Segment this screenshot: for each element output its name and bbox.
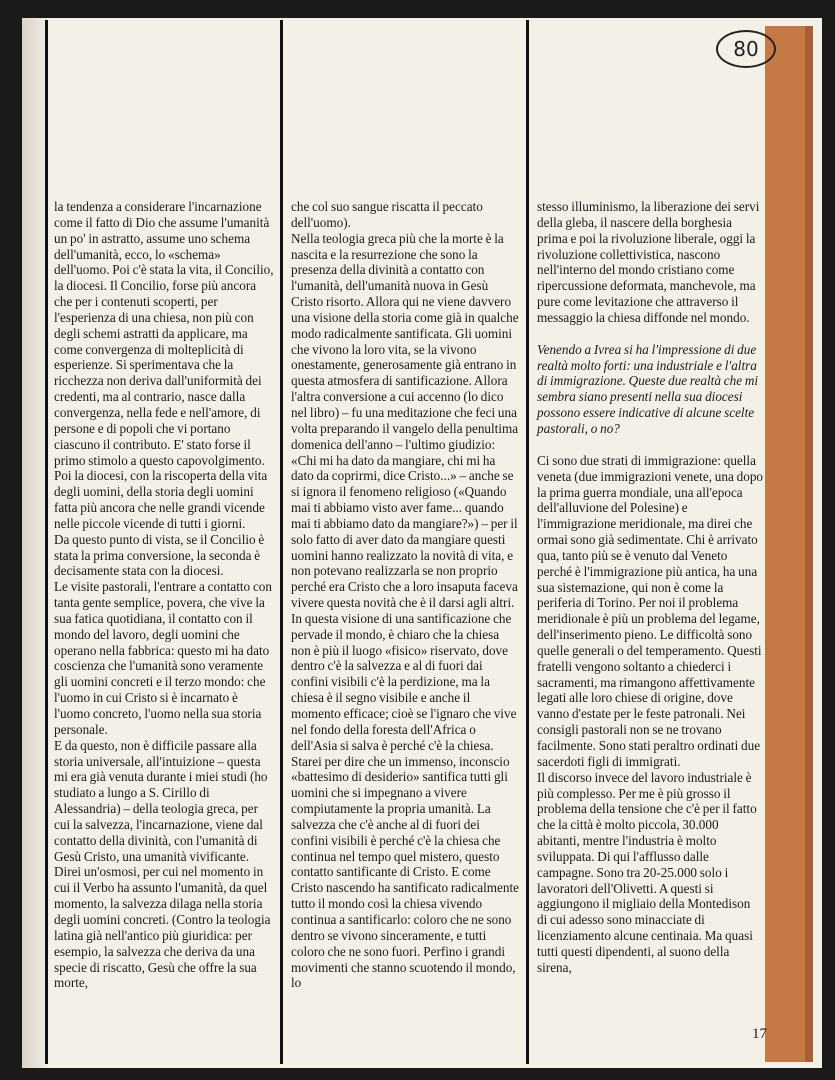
handwritten-page-number-text: 80 [733, 37, 759, 61]
paragraph: Da questo punto di vista, se il Concilio è stata la prima conversione, la seconda è decisamente stata con la diocesi. [54, 531, 265, 579]
interview-question: Venendo a Ivrea si ha l'impressione di due realtà molto forti: una industriale e l'altra di immigrazione. Queste due realtà che mi sembra siano presenti nella sua diocesi possono essere indicative di alcune scelte pastorali, o no? [537, 341, 759, 436]
text-column-3 [537, 199, 763, 976]
handwritten-page-number [716, 30, 776, 68]
column-rule-1 [280, 20, 283, 1064]
paragraph: stesso illuminismo, la liberazione dei servi della gleba, il nascere della borghesia prima e poi la rivoluzione liberale, oggi la rivoluzione collettivistica, nascono nell'interno del mondo cristiano come ripercussione deformata, manchevole, ma pure come levitazione che attraverso il messaggio la chiesa diffonde nel mondo. [537, 199, 760, 325]
text-column-2 [291, 199, 519, 991]
paragraph: Nella teologia greca più che la morte è la nascita e la resurrezione che sono la presenza della divinità a contatto con l'umanità, dell'umanità nuova in Gesù Cristo risorto. Allora qui ne viene davvero una visione della storia come già in qualche modo radicalmente santificata. Gli uomini che vivono la loro vita, se la vivono onestamente, generosamente già entrano in questa atmosfera di santificazione. Allora l'altra conversione a cui accenno (lo dico nel libro) – fu una meditazione che feci una volta preparando il vangelo della penultima domenica dell'anno – l'ultimo giudizio: «Chi mi ha dato da mangiare, chi mi ha dato da coprirmi, dice Cristo...» – anche se si ignora il fenomeno religioso («Quando mai ti abbiamo visto aver fame... quando mai ti abbiamo dato da mangiare?») – per il solo fatto di aver dato da mangiare questi uomini hanno realizzato la novità di vita, e non potevano realizzarla se non proprio perché era Cristo che a loro insaputa faceva vivere questa novità che è il darsi agli altri. In questa visione di una santificazione che pervade il mondo, è chiaro che la chiesa non è più il luogo «fisico» riservato, dove dentro c'è la salvezza e al di fuori dai confini visibili c'è la perdizione, ma la chiesa è il segno visibile e anche il momento efficace; cioè se l'ignaro che vive nel fondo della foresta dell'Africa o dell'Asia si salva è perché c'è la chiesa. Starei per dire che un immenso, inconscio «battesimo di desiderio» santifica tutti gli uomini che si impegnano a vivere compiutamente la propria umanità. La salvezza che c'è anche al di fuori dei confini visibili è perché c'è la chiesa che continua nel tempo quel mistero, questo contatto santificante di Cristo. E come Cristo nascendo ha santificato radicalmente tutto il mondo così la chiesa vivendo continua a santificarlo: coloro che ne sono dentro se vivono sinceramente, e tutti coloro che ne sono fuori. Perfino i grandi movimenti che stanno scuotendo il mondo, lo [291, 230, 519, 991]
text-column-1 [54, 199, 276, 991]
paragraph: che col suo sangue riscatta il peccato dell'uomo). [291, 199, 483, 230]
bleed-through-text [612, 70, 752, 138]
paragraph: la tendenza a considerare l'incarnazione come il fatto di Dio che assume l'umanità un po' in astratto, assume uno schema dell'umanità, ecco, lo «schema» dell'uomo. Poi c'è stata la vita, il Concilio, la diocesi. Il Concilio, forse più ancora che per i contenuti scoperti, per l'esperienza di una chiesa, non più con degli schemi astratti da applicare, ma come convergenza di molteplicità di esperienze. Si sperimentava che la ricchezza non deriva dall'uniformità dei credenti, ma al contrario, nasce dalla convergenza, nella fede e nell'amore, di persone e di popoli che vi portano ciascuno il contributo. E' stato forse il primo stimolo a questo capovolgimento. [54, 199, 274, 468]
orange-margin-band [765, 26, 813, 1062]
paragraph: Le visite pastorali, l'entrare a contatto con tanta gente semplice, povera, che vive la sua fatica quotidiana, il contatto con il mondo del lavoro, degli uomini che operano nella fabbrica: questo mi ha dato coscienza che l'umanità sono veramente gli uomini concreti e il terzo mondo: che l'uomo in cui Cristo si è incarnato è l'uomo concreto, l'uomo nella sua storia personale. [54, 579, 272, 737]
column-rule-left [45, 20, 48, 1064]
page-gutter-shadow [22, 18, 46, 1068]
paragraph: Poi la diocesi, con la riscoperta della vita degli uomini, della storia degli uomini fatta più ancora che nelle grandi vicende nelle piccole vicende di tutti i giorni. [54, 468, 268, 531]
paragraph: Il discorso invece del lavoro industriale è più complesso. Per me è più grosso il problema della tensione che c'è per il fatto che la città è molto piccola, 30.000 abitanti, mentre l'industria è molto sviluppata. Di qui l'afflusso dalle campagne. Sono tra 20-25.000 solo i lavoratori dell'Olivetti. A questi si aggiungono il migliaio della Montedison di cui adesso sono minacciate di licenziamento alcune centinaia. Ma quasi tutti questi dipendenti, al suono della sirena, [537, 769, 757, 975]
column-rule-2 [526, 20, 529, 1064]
paragraph: E da questo, non è difficile passare alla storia universale, all'intuizione – questa mi era già venuta durante i miei studi (ho studiato a lungo a S. Cirillo di Alessandria) – della teologia greca, per cui la salvezza, l'incarnazione, viene dal contatto della divinità, con l'umanità di Gesù Cristo, una umanità vivificante. Direi un'osmosi, per cui nel momento in cui il Verbo ha assunto l'umanità, da quel momento, la salvezza dilaga nella storia degli uomini concreti. (Contro la teologia latina già nell'antico più giuridica: per esempio, la salvezza che deriva da una specie di riscatto, Gesù che offre la sua morte, [54, 737, 271, 991]
page-folio: 17 [752, 1026, 767, 1042]
paragraph: Ci sono due strati di immigrazione: quella veneta (due immigrazioni venete, una dopo la prima guerra mondiale, una all'epoca dell'alluvione del Polesine) e l'immigrazione meridionale, ma direi che ormai sono già sedimentate. Chi è arrivato qua, tanto più se è venuto dal Veneto perché è l'immigrazione più antica, ha una sua sistemazione, qui non è come la periferia di Torino. Per noi il problema meridionale è più un problema del legame, dell'inserimento pieno. Le difficoltà sono quelle generali o del temperamento. Questi fratelli vengono soltanto a chiederci i sacramenti, ma rimangono affettivamente legati alle loro chiese di origine, dove vanno d'estate per le feste patronali. Nei consigli pastorali non se ne trovano facilmente. Sono stati peraltro ordinati due sacerdoti figli di immigrati. [537, 452, 764, 769]
